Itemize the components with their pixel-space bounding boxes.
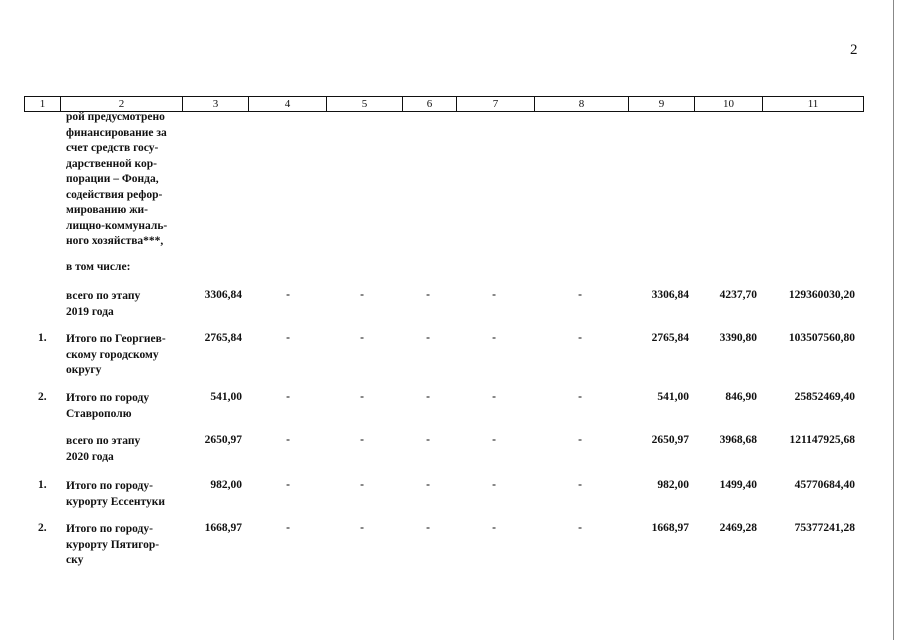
cell-col-5: - [360,522,364,534]
cell-col-7: - [492,332,496,344]
cell-col-10: 1499,40 [719,479,757,491]
cell-col-6: - [426,391,430,403]
cell-col-9: 1668,97 [651,522,689,534]
cell-col-8: - [578,289,582,301]
cell-col-3: 2650,97 [204,434,242,446]
header-col-8: 8 [535,97,629,111]
cell-col-5: - [360,289,364,301]
cell-col-11: 25852469,40 [794,391,855,403]
cell-col-10: 3968,68 [719,434,757,446]
row-name: всего по этапу 2019 года [66,290,141,318]
cell-col-5: - [360,479,364,491]
cell-col-3: 541,00 [210,391,242,403]
cell-col-6: - [426,289,430,301]
cell-col-8: - [578,522,582,534]
header-col-9: 9 [629,97,695,111]
header-col-7: 7 [457,97,535,111]
cell-col-6: - [426,434,430,446]
cell-col-7: - [492,434,496,446]
row-number: 2. [38,522,47,534]
continued-row-text: рой предусмотрено финансирование за счет средств госу- дарственной кор- порации – Фонда, содействия рефор- мированию жи- лищно-коммуналь- ного хозяйства***, [66,111,168,247]
cell-col-4: - [286,522,290,534]
row-number: 2. [38,391,47,403]
cell-col-5: - [360,332,364,344]
cell-col-9: 541,00 [657,391,689,403]
cell-col-10: 4237,70 [719,289,757,301]
cell-col-7: - [492,391,496,403]
cell-col-11: 75377241,28 [794,522,855,534]
row-number: 1. [38,479,47,491]
cell-col-10: 2469,28 [719,522,757,534]
cell-col-8: - [578,332,582,344]
cell-col-7: - [492,522,496,534]
row-name: Итого по Георгиев- скому городскому округу [66,333,166,376]
row-name: всего по этапу 2020 года [66,435,141,463]
cell-col-10: 3390,80 [719,332,757,344]
row-name: Итого по городу Ставрополю [66,392,150,420]
cell-col-6: - [426,332,430,344]
cell-col-9: 2650,97 [651,434,689,446]
cell-col-11: 45770684,40 [794,479,855,491]
page-edge-line [893,0,894,640]
cell-col-4: - [286,434,290,446]
header-col-10: 10 [695,97,763,111]
header-col-1: 1 [25,97,61,111]
cell-col-9: 3306,84 [651,289,689,301]
header-col-11: 11 [807,98,819,110]
cell-col-6: - [426,479,430,491]
cell-col-4: - [286,479,290,491]
page-number: 2 [850,42,858,58]
cell-col-8: - [578,391,582,403]
cell-col-11: 129360030,20 [788,289,855,301]
header-col-2: 2 [61,97,183,111]
cell-col-9: 2765,84 [651,332,689,344]
subheading-including: в том числе: [66,261,131,273]
cell-col-9: 982,00 [657,479,689,491]
cell-col-3: 982,00 [210,479,242,491]
cell-col-4: - [286,332,290,344]
cell-col-8: - [578,479,582,491]
row-number: 1. [38,332,47,344]
header-col-3: 3 [183,97,249,111]
cell-col-5: - [360,434,364,446]
header-col-4: 4 [249,97,327,111]
cell-col-3: 3306,84 [204,289,242,301]
header-col-5: 5 [327,97,403,111]
cell-col-5: - [360,391,364,403]
cell-col-11: 121147925,68 [789,434,855,446]
cell-col-10: 846,90 [725,391,757,403]
cell-col-8: - [578,434,582,446]
row-name: Итого по городу- курорту Пятигор- ску [66,523,160,566]
row-name: Итого по городу- курорту Ессентуки [66,480,165,508]
cell-col-7: - [492,289,496,301]
header-col-6: 6 [403,97,457,111]
cell-col-4: - [286,391,290,403]
cell-col-11: 103507560,80 [788,332,855,344]
cell-col-6: - [426,522,430,534]
cell-col-7: - [492,479,496,491]
cell-col-3: 1668,97 [204,522,242,534]
cell-col-4: - [286,289,290,301]
cell-col-3: 2765,84 [204,332,242,344]
